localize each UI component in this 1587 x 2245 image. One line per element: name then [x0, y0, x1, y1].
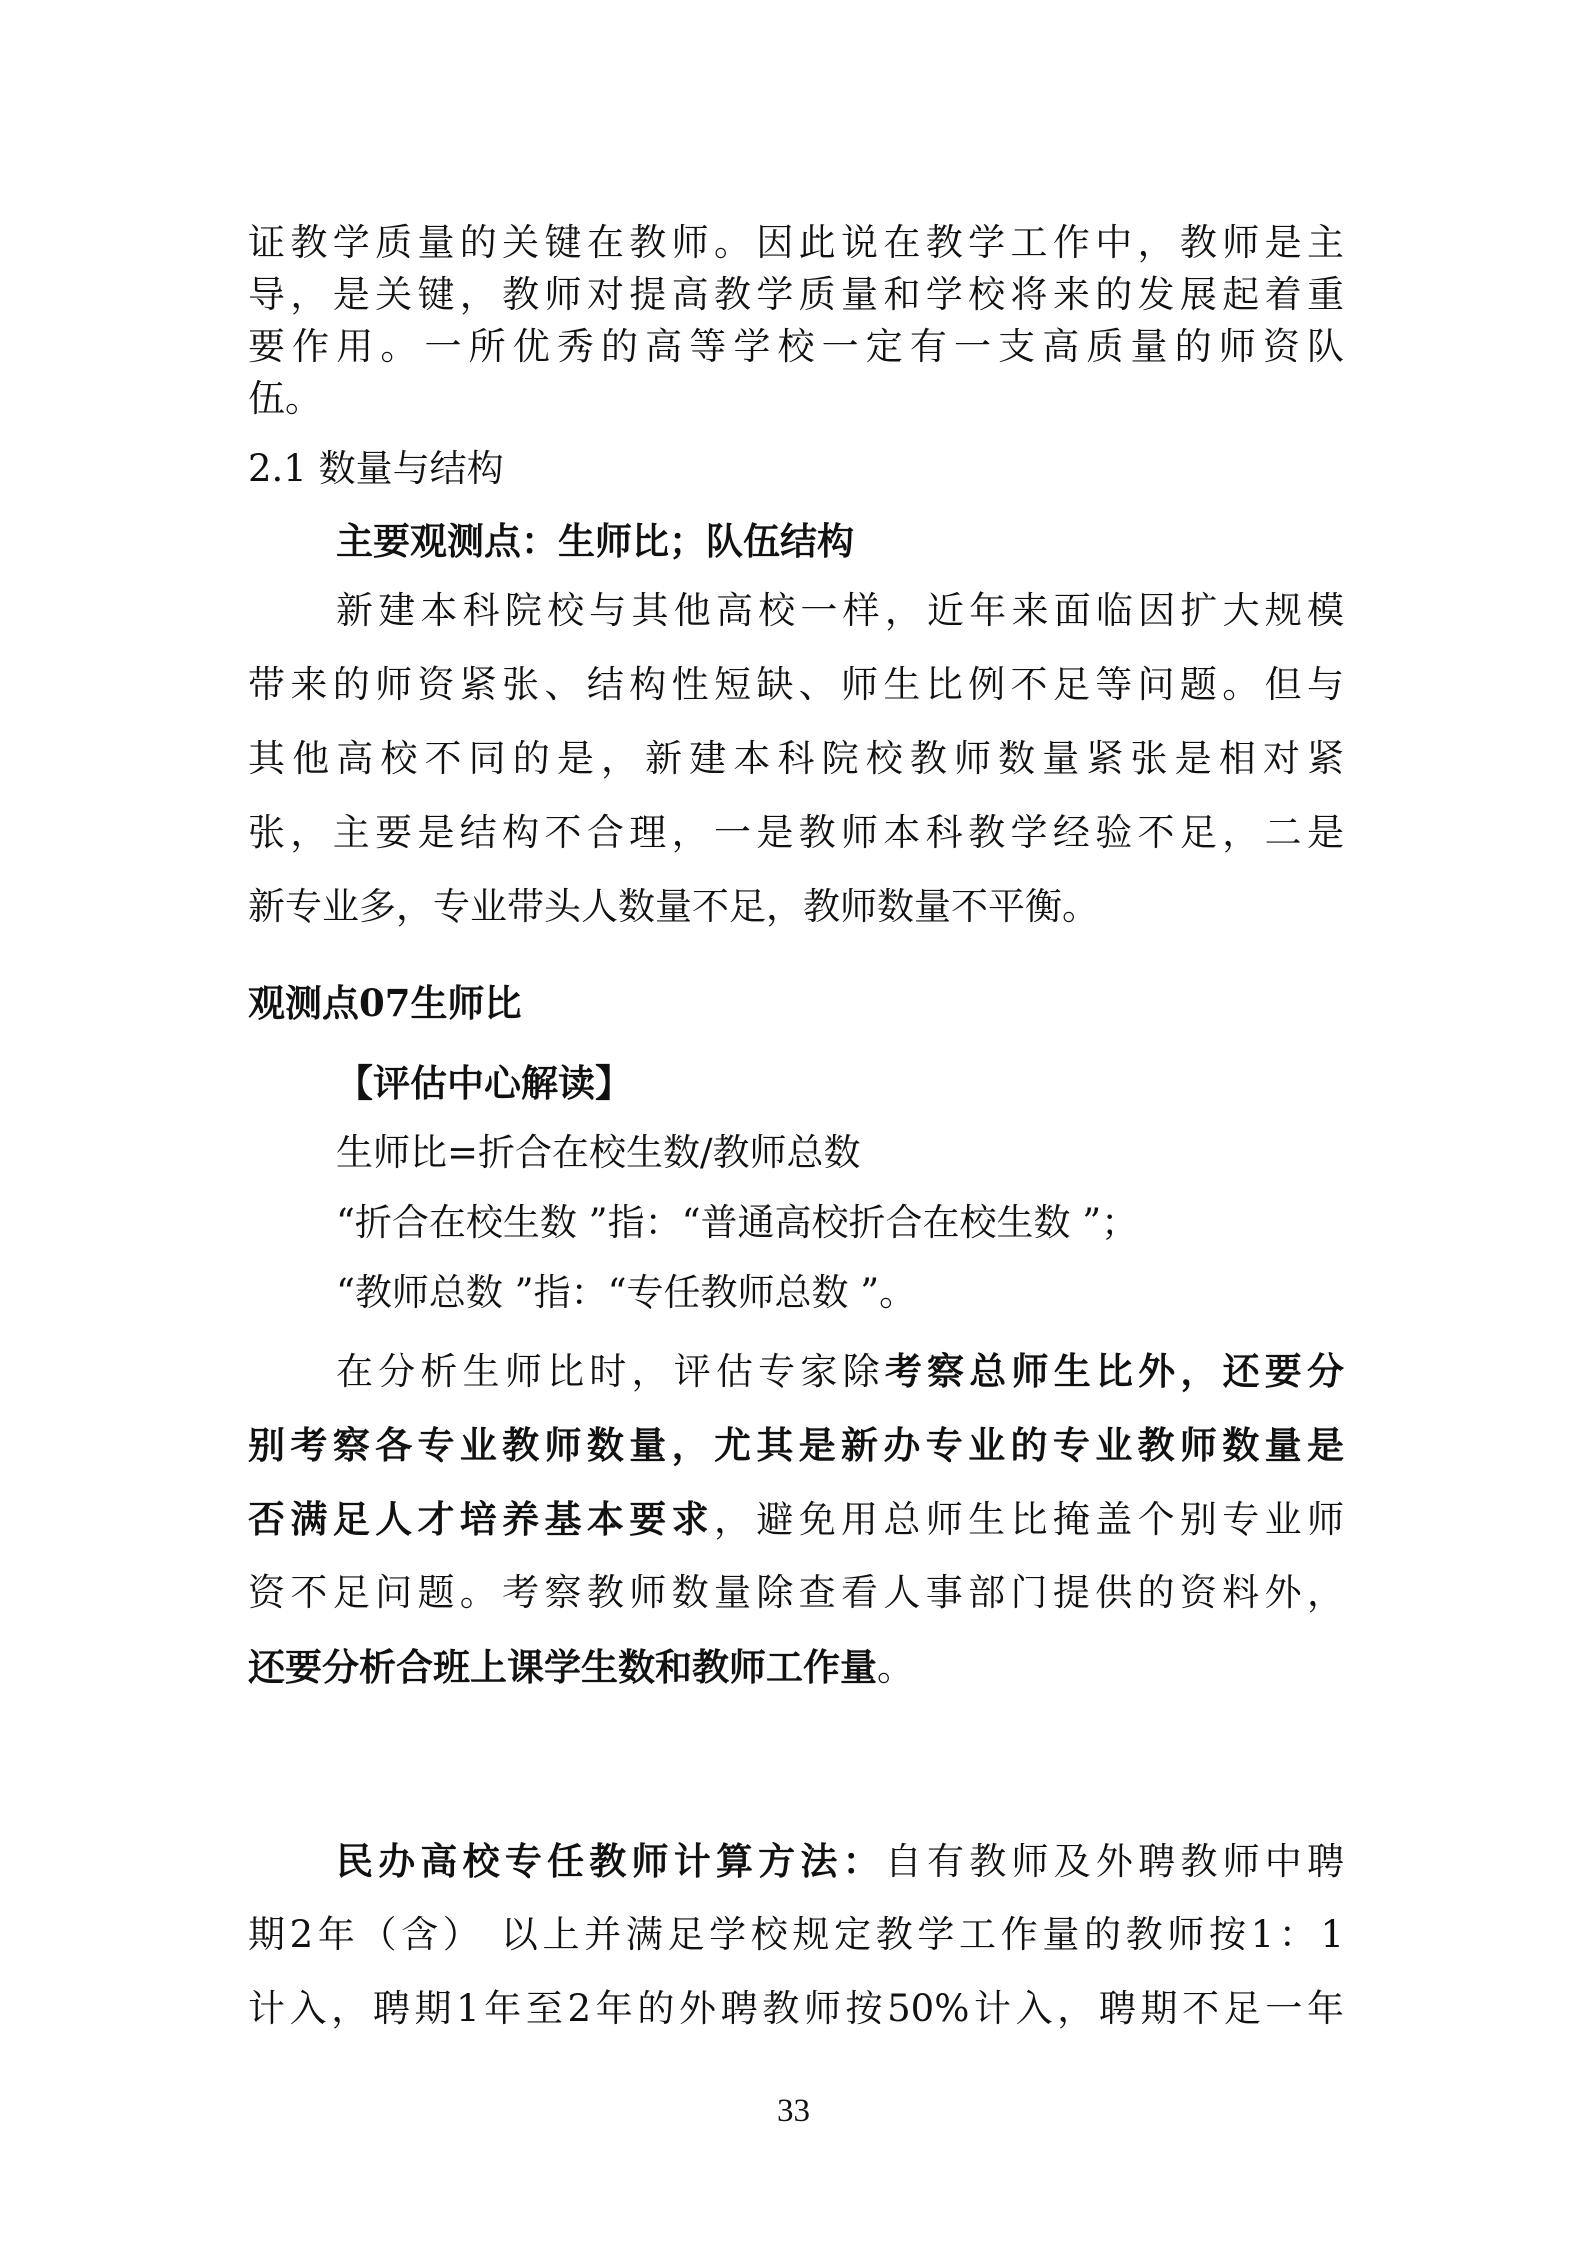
paragraph-line: 资不足问题。考察教师数量除查看人事部门提供的资料外，: [248, 1571, 1344, 1614]
paragraph-line: 期2年（含） 以上并满足学校规定教学工作量的教师按1：1: [248, 1913, 1344, 1956]
paragraph-line: [336, 1836, 1344, 1887]
text-span: 在分析生师比时，评估专家除: [336, 1350, 885, 1393]
paragraph-line: [336, 1346, 1344, 1397]
bold-span: 民办高校专任教师计算方法：: [336, 1839, 885, 1883]
bold-span: 考察总师生比外，还要分: [884, 1349, 1345, 1393]
formula-line: 生师比=折合在校生数/教师总数: [336, 1131, 861, 1174]
point-heading: 观测点07生师比: [248, 981, 522, 1025]
paragraph-line: [248, 1494, 1344, 1545]
paragraph-line: 其他高校不同的是，新建本科院校教师数量紧张是相对紧: [248, 737, 1344, 780]
text-span: ，避免用总师生比掩盖个别专业师: [713, 1498, 1345, 1541]
bold-span: 否满足人才培养基本要求: [248, 1497, 714, 1541]
paragraph-line: 新专业多，专业带头人数量不足，教师数量不平衡。: [248, 885, 1099, 928]
definition-line: “教师总数 ”指：“专任教师总数 ”。: [336, 1271, 917, 1314]
paragraph-line: 别考察各专业教师数量，尤其是新办专业的专业教师数量是: [248, 1423, 1344, 1467]
paragraph-line: 证教学质量的关键在教师。因此说在教学工作中，教师是主: [248, 221, 1344, 264]
observation-points: 主要观测点：生师比；队伍结构: [336, 519, 854, 563]
paragraph-line: 新建本科院校与其他高校一样，近年来面临因扩大规模: [336, 589, 1344, 632]
paragraph-line: [248, 1642, 1344, 1693]
paragraph-line: 导，是关键，教师对提高教学质量和学校将来的发展起着重: [248, 273, 1344, 316]
center-heading: 【评估中心解读】: [336, 1061, 632, 1105]
section-heading: 2.1 数量与结构: [248, 447, 504, 490]
bold-span: 还要分析合班上课学生数和教师工作量: [248, 1645, 877, 1689]
paragraph-line: 计入，聘期1年至2年的外聘教师按50%计入，聘期不足一年: [248, 1987, 1344, 2030]
page-number: 33: [777, 2093, 810, 2129]
paragraph-line: 带来的师资紧张、结构性短缺、师生比例不足等问题。但与: [248, 663, 1344, 706]
text-span: 。: [877, 1646, 914, 1689]
definition-line: “折合在校生数 ”指：“普通高校折合在校生数 ”；: [336, 1201, 1139, 1244]
paragraph-line: 张，主要是结构不合理，一是教师本科教学经验不足，二是: [248, 811, 1344, 854]
paragraph-line: 伍。: [248, 377, 322, 420]
paragraph-line: 要作用。一所优秀的高等学校一定有一支高质量的师资队: [248, 325, 1344, 368]
text-span: 自有教师及外聘教师中聘: [884, 1840, 1345, 1883]
